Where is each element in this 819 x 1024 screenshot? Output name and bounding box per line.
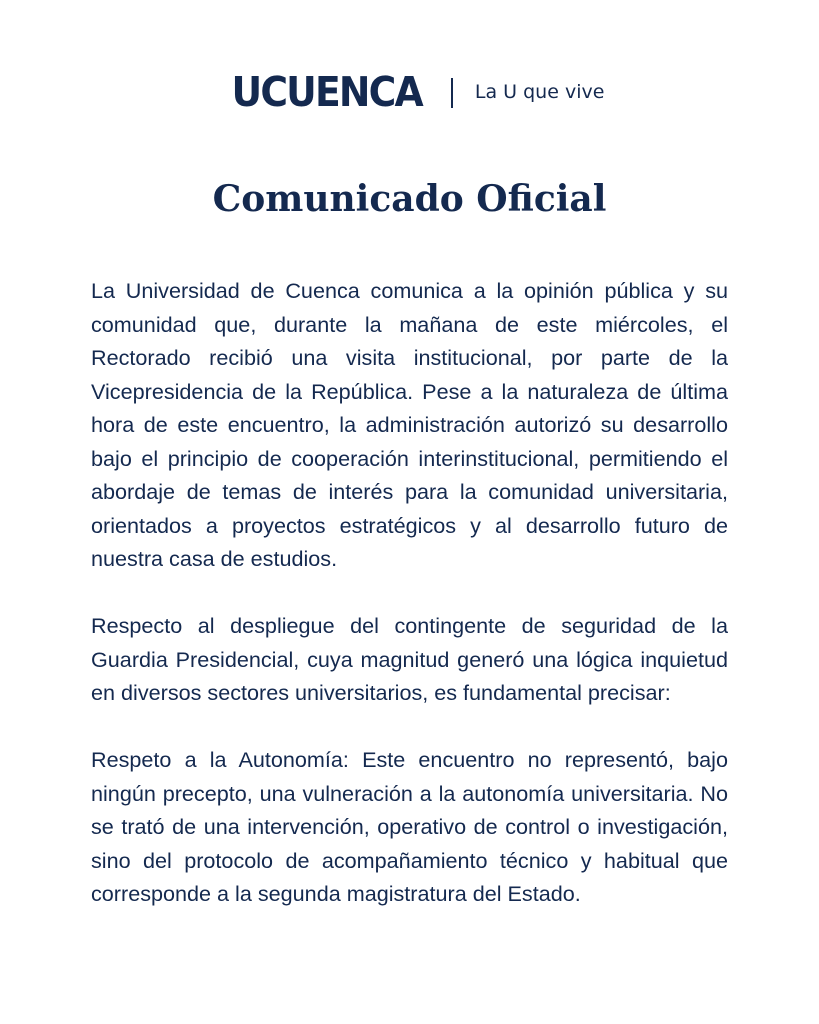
header-divider — [451, 78, 453, 108]
paragraph-intro: La Universidad de Cuenca comunica a la opinión pública y su comunidad que, durante la mañana de este miércoles, el Rectorado recibió una visita institucional, por parte de la Vicepresidencia de la República. Pese a la naturaleza de última hora de este encuentro, la administración autorizó su desarrollo bajo el principio de cooperación interinstitucional, permitiendo el abordaje de temas de interés para la comunidad universitaria, orientados a proyectos estratégicos y al desarrollo futuro de nuestra casa de estudios. — [91, 278, 728, 571]
header — [0, 68, 819, 116]
communique-body — [91, 274, 728, 911]
ucuenca-logo: UCUENCA — [231, 68, 422, 116]
tagline: La U que vive — [474, 81, 605, 103]
paragraph-autonomy: Respeto a la Autonomía: Este encuentro no representó, bajo ningún precepto, una vulneración a la autonomía universitaria. No se trató de una intervención, operativo de control o investigación, sino del protocolo de acompañamiento técnico y habitual que corresponde a la segunda magistratura del Estado. — [91, 747, 728, 906]
page-title: Comunicado Oficial — [212, 178, 607, 220]
paragraph-security: Respecto al despliegue del contingente de seguridad de la Guardia Presidencial, cuya magnitud generó una lógica inquietud en diversos sectores universitarios, es fundamental precisar: — [91, 613, 728, 705]
